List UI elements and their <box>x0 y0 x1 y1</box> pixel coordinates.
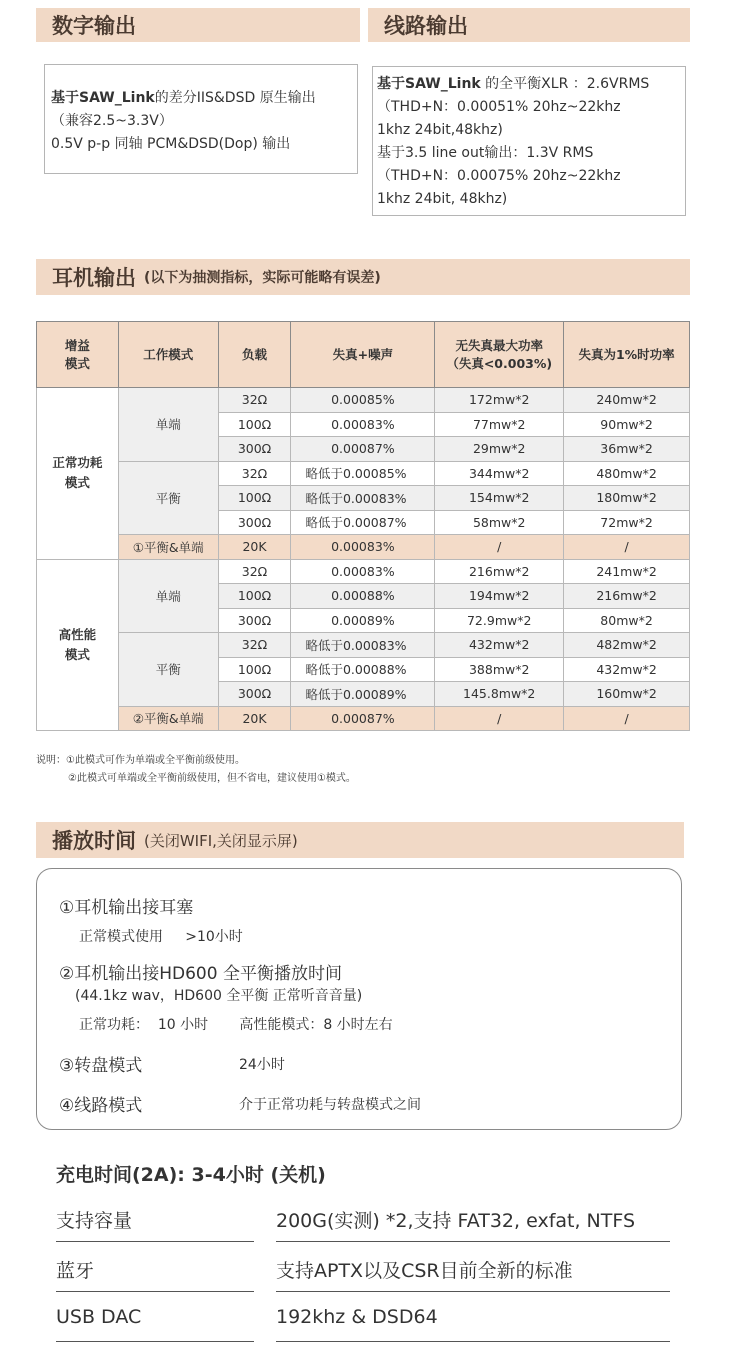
thdn-cell: 0.00088% <box>291 584 435 609</box>
max-power-cell: 344mw*2 <box>435 461 564 486</box>
line-output-header <box>368 8 690 42</box>
load-cell: 20K <box>218 535 291 560</box>
power-1pct-cell: 36mw*2 <box>564 437 690 462</box>
load-cell: 100Ω <box>218 584 291 609</box>
line-output-title: 线路输出 <box>384 14 468 38</box>
item3-title: ③转盘模式 <box>59 1056 143 1076</box>
thdn-cell: 0.00087% <box>291 706 435 731</box>
spec-value: 支持APTX以及CSR目前全新的标准 <box>276 1260 573 1282</box>
power-1pct-cell: 432mw*2 <box>564 657 690 682</box>
line-out-line-6: 1khz 24bit, 48khz) <box>377 191 508 207</box>
thdn-cell: 0.00087% <box>291 437 435 462</box>
line-output-box <box>372 66 686 216</box>
playback-header <box>36 822 684 858</box>
power-1pct-cell: 72mw*2 <box>564 510 690 535</box>
table-row <box>37 633 690 658</box>
mix2-cell: ②平衡&单端 <box>118 706 218 731</box>
power-1pct-cell: / <box>564 535 690 560</box>
headphone-spec-table <box>36 321 690 731</box>
max-power-cell: 216mw*2 <box>435 559 564 584</box>
item3-value: 24小时 <box>239 1057 285 1073</box>
thdn-cell: 略低于0.00089% <box>291 682 435 707</box>
table-row <box>37 535 690 560</box>
line-out-line-2: （THD+N：0.00051% 20hz~22khz <box>377 99 621 115</box>
digital-output-header <box>36 8 360 42</box>
table-header-row <box>37 322 690 388</box>
col-max-power: 无失真最大功率 （失真<0.003%) <box>435 322 564 388</box>
spec-label: USB DAC <box>56 1306 142 1328</box>
digital-line-1: 基于SAW_Link的差分IIS&DSD 原生输出 <box>51 90 316 106</box>
spec-value: 192khz & DSD64 <box>276 1306 438 1328</box>
power-1pct-cell: 241mw*2 <box>564 559 690 584</box>
max-power-cell: / <box>435 706 564 731</box>
item1-title: ①耳机输出接耳塞 <box>59 898 194 918</box>
item2-sub: (44.1kz wav，HD600 全平衡 正常听音音量) <box>75 988 363 1004</box>
load-cell: 300Ω <box>218 682 291 707</box>
thdn-cell: 略低于0.00088% <box>291 657 435 682</box>
mix1-cell: ①平衡&单端 <box>118 535 218 560</box>
divider <box>56 1241 254 1243</box>
max-power-cell: 388mw*2 <box>435 657 564 682</box>
max-power-cell: 145.8mw*2 <box>435 682 564 707</box>
max-power-cell: 72.9mw*2 <box>435 608 564 633</box>
item2-title: ②耳机输出接HD600 全平衡播放时间 <box>59 964 342 984</box>
thdn-cell: 略低于0.00085% <box>291 461 435 486</box>
playback-box <box>36 868 682 1130</box>
item1-detail: 正常模式使用 >10小时 <box>79 929 243 945</box>
headphone-output-title: 耳机输出 <box>52 266 136 290</box>
spec-row-capacity <box>56 1200 670 1242</box>
max-power-cell: 432mw*2 <box>435 633 564 658</box>
digital-line-3: 0.5V p-p 同轴 PCM&DSD(Dop) 输出 <box>51 136 291 152</box>
thdn-cell: 略低于0.00083% <box>291 486 435 511</box>
spec-row-bluetooth <box>56 1250 670 1292</box>
spec-row-usb-dac <box>56 1300 670 1342</box>
item2-detail: 正常功耗： 10 小时 高性能模式：8 小时左右 <box>79 1017 393 1033</box>
charging-time: 充电时间(2A): 3-4小时 (关机) <box>56 1164 326 1186</box>
item4-value: 介于正常功耗与转盘模式之间 <box>239 1097 421 1113</box>
line-out-line-4: 基于3.5 line out输出：1.3V RMS <box>377 145 594 161</box>
digital-line-2: （兼容2.5~3.3V） <box>51 113 173 129</box>
col-load: 负载 <box>218 322 291 388</box>
power-1pct-cell: / <box>564 706 690 731</box>
thdn-cell: 0.00083% <box>291 559 435 584</box>
max-power-cell: / <box>435 535 564 560</box>
load-cell: 32Ω <box>218 559 291 584</box>
thdn-cell: 0.00083% <box>291 412 435 437</box>
load-cell: 20K <box>218 706 291 731</box>
thdn-cell: 0.00083% <box>291 535 435 560</box>
spec-label: 蓝牙 <box>56 1260 95 1282</box>
table-row <box>37 461 690 486</box>
col-work-mode: 工作模式 <box>118 322 218 388</box>
divider <box>276 1291 670 1293</box>
power-1pct-cell: 180mw*2 <box>564 486 690 511</box>
load-cell: 100Ω <box>218 657 291 682</box>
power-1pct-cell: 160mw*2 <box>564 682 690 707</box>
max-power-cell: 58mw*2 <box>435 510 564 535</box>
thdn-cell: 略低于0.00087% <box>291 510 435 535</box>
power-1pct-cell: 480mw*2 <box>564 461 690 486</box>
load-cell: 100Ω <box>218 412 291 437</box>
normal-mode-cell: 正常功耗 模式 <box>37 388 119 560</box>
note-line-2: ②此模式可单端或全平衡前级使用，但不省电，建议使用①模式。 <box>68 773 356 784</box>
max-power-cell: 77mw*2 <box>435 412 564 437</box>
divider <box>276 1241 670 1243</box>
max-power-cell: 194mw*2 <box>435 584 564 609</box>
high-mode-cell: 高性能 模式 <box>37 559 119 731</box>
high-bal-cell: 平衡 <box>118 633 218 707</box>
normal-bal-cell: 平衡 <box>118 461 218 535</box>
load-cell: 300Ω <box>218 510 291 535</box>
load-cell: 32Ω <box>218 633 291 658</box>
line-out-line-1: 基于SAW_Link 的全平衡XLR ：2.6VRMS <box>377 76 650 92</box>
max-power-cell: 172mw*2 <box>435 388 564 413</box>
power-1pct-cell: 240mw*2 <box>564 388 690 413</box>
table-row <box>37 706 690 731</box>
divider <box>56 1291 254 1293</box>
digital-output-box <box>44 64 358 174</box>
thdn-cell: 0.00089% <box>291 608 435 633</box>
load-cell: 100Ω <box>218 486 291 511</box>
normal-se-cell: 单端 <box>118 388 218 462</box>
item4-title: ④线路模式 <box>59 1096 143 1116</box>
power-1pct-cell: 482mw*2 <box>564 633 690 658</box>
max-power-cell: 29mw*2 <box>435 437 564 462</box>
max-power-cell: 154mw*2 <box>435 486 564 511</box>
spec-value: 200G(实测) *2,支持 FAT32, exfat, NTFS <box>276 1210 636 1232</box>
playback-note: (关闭WIFI,关闭显示屏) <box>144 831 298 850</box>
playback-title: 播放时间 <box>52 829 136 853</box>
col-thdn: 失真+噪声 <box>291 322 435 388</box>
load-cell: 300Ω <box>218 437 291 462</box>
divider <box>56 1341 254 1343</box>
line-out-line-5: （THD+N：0.00075% 20hz~22khz <box>377 168 621 184</box>
table-row <box>37 559 690 584</box>
headphone-output-note: (以下为抽测指标，实际可能略有误差) <box>144 270 381 286</box>
spec-label: 支持容量 <box>56 1210 133 1232</box>
col-power-1pct: 失真为1%时功率 <box>564 322 690 388</box>
divider <box>276 1341 670 1343</box>
table-row <box>37 388 690 413</box>
load-cell: 32Ω <box>218 388 291 413</box>
digital-output-title: 数字输出 <box>52 14 136 38</box>
col-gain-mode: 增益 模式 <box>37 322 119 388</box>
power-1pct-cell: 216mw*2 <box>564 584 690 609</box>
load-cell: 32Ω <box>218 461 291 486</box>
thdn-cell: 略低于0.00083% <box>291 633 435 658</box>
line-out-line-3: 1khz 24bit,48khz) <box>377 122 503 138</box>
power-1pct-cell: 80mw*2 <box>564 608 690 633</box>
power-1pct-cell: 90mw*2 <box>564 412 690 437</box>
note-line-1: 说明：①此模式可作为单端或全平衡前级使用。 <box>36 755 245 766</box>
high-se-cell: 单端 <box>118 559 218 633</box>
headphone-output-header <box>36 259 690 295</box>
thdn-cell: 0.00085% <box>291 388 435 413</box>
load-cell: 300Ω <box>218 608 291 633</box>
